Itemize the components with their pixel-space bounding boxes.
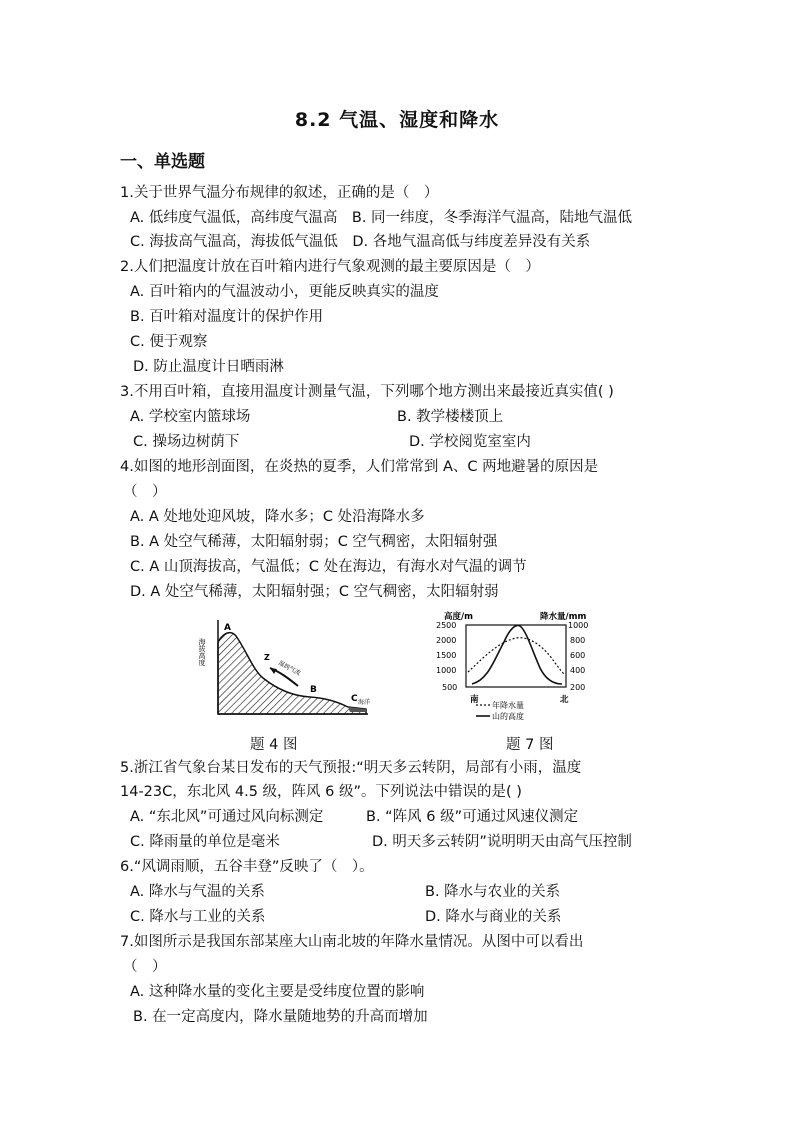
q2-option-d: D. 防止温度计日晒雨淋 bbox=[133, 359, 284, 375]
q3-option-a: A. 学校室内篮球场 bbox=[130, 409, 251, 425]
fig7-right-tick: 200 bbox=[570, 683, 586, 692]
fig7-north-label: 北 bbox=[560, 695, 569, 705]
fig4-arrow-label: 湿润气流 bbox=[277, 659, 302, 678]
q5-option-a: A. “东北风”可通过风向标测定 bbox=[130, 809, 324, 825]
fig7-left-tick: 1000 bbox=[436, 666, 457, 675]
q7-option-b: B. 在一定高度内，降水量随地势的升高而增加 bbox=[133, 1009, 428, 1025]
q7-stem: 7.如图所示是我国东部某座大山南北坡的年降水量情况。从图中可以看出 bbox=[120, 934, 584, 950]
fig4-mid-label: Z bbox=[264, 653, 270, 662]
fig7-right-ticks bbox=[568, 621, 588, 692]
fig7-right-tick: 800 bbox=[570, 636, 586, 645]
q6-option-d: D. 降水与商业的关系 bbox=[425, 909, 562, 925]
fig7-precipitation-line bbox=[468, 638, 564, 674]
fig7-left-tick: 1500 bbox=[436, 651, 457, 660]
q3-option-b: B. 教学楼楼顶上 bbox=[397, 409, 504, 425]
fig7-right-tick: 600 bbox=[570, 651, 586, 660]
q5-option-c: C. 降雨量的单位是毫米 bbox=[130, 834, 280, 850]
fig7-right-tick: 400 bbox=[570, 666, 586, 675]
fig7-left-tick: 2500 bbox=[436, 621, 457, 630]
q2-option-b: B. 百叶箱对温度计的保护作用 bbox=[130, 309, 324, 325]
figure-7-precipitation-chart bbox=[428, 610, 608, 730]
q3-stem: 3.不用百叶箱，直接用温度计测量气温，下列哪个地方测出来最接近真实值( ) bbox=[120, 384, 614, 400]
fig4-label-a: A bbox=[224, 623, 231, 633]
q5-stem-line2: 14-23C，东北风 4.5 级，阵风 6 级”。下列说法中错误的是( ) bbox=[120, 784, 522, 800]
fig4-y-axis-label: 海拔高度 bbox=[198, 638, 206, 666]
q4-option-d: D. A 处空气稀薄，太阳辐射强；C 空气稠密，太阳辐射弱 bbox=[130, 584, 499, 600]
page-title: 8.2 气温、湿度和降水 bbox=[294, 109, 500, 131]
figure-4-terrain-profile bbox=[198, 612, 378, 722]
q7-paren: （ ） bbox=[123, 959, 167, 975]
fig7-left-ticks bbox=[436, 621, 457, 692]
fig4-label-b: B bbox=[310, 685, 317, 695]
q2-option-a: A. 百叶箱内的气温波动小，更能反映真实的温度 bbox=[130, 284, 439, 300]
figure-7-caption: 题 7 图 bbox=[506, 737, 554, 753]
q4-stem: 4.如图的地形剖面图，在炎热的夏季，人们常常到 A、C 两地避暑的原因是 bbox=[120, 459, 599, 475]
q6-option-c: C. 降水与工业的关系 bbox=[130, 909, 266, 925]
q6-option-b: B. 降水与农业的关系 bbox=[425, 884, 561, 900]
q6-stem: 6.“风调雨顺，五谷丰登”反映了（ ）。 bbox=[120, 859, 374, 875]
q4-option-c: C. A 山顶海拔高，气温低；C 处在海边，有海水对气温的调节 bbox=[130, 559, 527, 575]
q1-stem: 1.关于世界气温分布规律的叙述，正确的是（ ） bbox=[120, 185, 439, 201]
figure-4-caption: 题 4 图 bbox=[250, 737, 298, 753]
q5-stem-line1: 5.浙江省气象台某日发布的天气预报:“明天多云转阴，局部有小雨，温度 bbox=[120, 760, 582, 776]
fig7-right-tick: 1000 bbox=[568, 621, 589, 630]
q2-stem: 2.人们把温度计放在百叶箱内进行气象观测的最主要原因是（ ） bbox=[120, 259, 540, 275]
q5-option-d: D. 明天多云转阴”说明明天由高气压控制 bbox=[372, 834, 632, 850]
q5-option-b: B. “阵风 6 级”可通过风速仪测定 bbox=[366, 809, 579, 825]
q7-option-a: A. 这种降水量的变化主要是受纬度位置的影响 bbox=[130, 984, 425, 1000]
fig7-left-axis-title: 高度/m bbox=[444, 612, 473, 622]
q4-option-a: A. A 处地处迎风坡，降水多；C 处沿海降水多 bbox=[130, 509, 425, 525]
fig7-south-label: 南 bbox=[470, 695, 479, 705]
fig4-sea-label: 海洋 bbox=[358, 699, 371, 706]
fig7-legend-rain: 年降水量 bbox=[492, 701, 524, 710]
q3-option-d: D. 学校阅览室室内 bbox=[409, 434, 531, 450]
q4-paren: （ ） bbox=[123, 484, 167, 500]
q3-option-c: C. 操场边树荫下 bbox=[133, 434, 240, 450]
q6-option-a: A. 降水与气温的关系 bbox=[130, 884, 265, 900]
fig7-right-axis-title: 降水量/mm bbox=[540, 612, 587, 622]
fig7-left-tick: 500 bbox=[442, 683, 458, 692]
fig4-label-c: C bbox=[351, 694, 358, 704]
q1-options-cd: C. 海拔高气温高，海拔低气温低 D. 各地气温高低与纬度差异没有关系 bbox=[130, 234, 591, 250]
fig7-legend-mountain: 山的高度 bbox=[492, 712, 524, 721]
q2-option-c: C. 便于观察 bbox=[130, 334, 208, 350]
q4-option-b: B. A 处空气稀薄，太阳辐射弱；C 空气稠密，太阳辐射强 bbox=[130, 534, 498, 550]
q1-options-ab: A. 低纬度气温低，高纬度气温高 B. 同一纬度，冬季海洋气温高，陆地气温低 bbox=[130, 210, 633, 226]
fig7-left-tick: 2000 bbox=[436, 636, 457, 645]
section-heading: 一、单选题 bbox=[120, 152, 205, 172]
